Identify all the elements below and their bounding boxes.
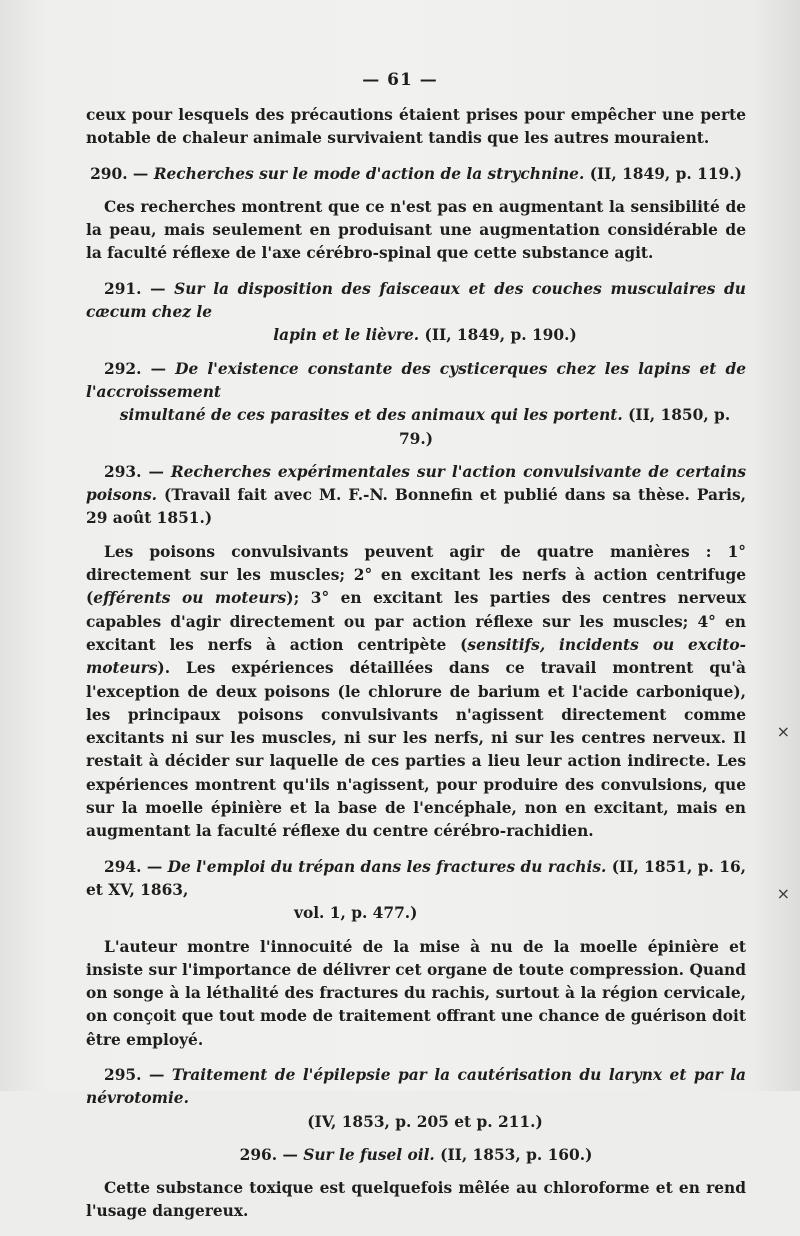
entry-reference: (II, 1850, p. 79.) <box>398 406 731 448</box>
entry-reference: (II, 1849, p. 190.) <box>424 326 577 345</box>
entry-number: 295. — <box>104 1065 165 1084</box>
entry-reference-line2: vol. 1, p. 477.) <box>294 904 418 923</box>
entry-number: 294. — <box>104 857 163 876</box>
body-italic-part1: efférents ou moteurs <box>93 589 287 608</box>
text-column <box>86 104 746 1236</box>
entry-290-body: Ces recherches montrent que ce n'est pas en augmentant la sensibilité de la peau, mais seulement en produisant une augmentation considérable de la faculté réflexe de l'axe cérébro-spinal que cette substance agit. <box>86 197 746 263</box>
entry-number: 293. — <box>104 462 164 481</box>
entry-title-line2: simultané de ces parasites et des animaux qui les portent. <box>119 406 623 425</box>
entry-reference: (Travail fait avec M. F.-N. Bonnefin et publié dans sa thèse. Paris, 29 août 1851.) <box>86 486 747 528</box>
body-text-part1: Les poisons convulsivants peuvent agir de quatre manières : 1° directement sur les muscles; 2° en excitant les nerfs à action centrifuge ( <box>86 542 746 608</box>
body-text-part2: ); 3° en excitant les parties des centres nerveux capables d'agir directement ou par action réflexe sur les muscles; 4° en excitant les nerfs à action centripète ( <box>86 589 746 654</box>
entry-296-body: Cette substance toxique est quelquefois mêlée au chloroforme et en rend l'usage dangereux. <box>86 1179 746 1221</box>
entry-294-heading <box>86 856 746 926</box>
entry-title: Recherches sur le mode d'action de la strychnine. <box>153 164 585 183</box>
entry-reference: (II, 1849, p. 119.) <box>589 164 742 183</box>
entry-292-heading <box>86 358 746 451</box>
entry-294-body: L'auteur montre l'innocuité de la mise à nu de la moelle épinière et insiste sur l'importance de délivrer cet organe de toute compression. Quand on songe à la léthalité des fractures du rachis, surtout à la région cervicale, on conçoit que tout mode de traitement offrant une chance de guérison doit être employé. <box>86 937 746 1049</box>
entry-number: 290. — <box>90 164 149 183</box>
paragraph-intro: ceux pour lesquels des précautions étaient prises pour empêcher une perte notable de chaleur animale survivaient tandis que les autres mouraient. <box>86 106 746 148</box>
entry-293-body <box>86 541 746 844</box>
entry-title-line1: Sur la disposition des faisceaux et des couches musculaires du cæcum chez le <box>86 279 746 322</box>
entry-295-heading <box>86 1064 746 1134</box>
body-italic-part2: sensitifs, incidents ou excito-moteurs <box>86 635 746 678</box>
entry-title: De l'emploi du trépan dans les fractures du rachis. <box>167 857 607 876</box>
entry-293-heading <box>86 461 746 531</box>
body-text-part3: ). Les expériences détaillées dans ce travail montrent qu'à l'exception de deux poisons (le chlorure de barium et l'acide carbonique), les principaux poisons convulsivants n'agissent directement comme excitants ni sur les muscles, ni sur les nerfs, ni sur les centres nerveux. Il restait à décider sur laquelle de ces parties a lieu leur action indirecte. Les expériences montrent qu'ils n'agissent, pour produire des convulsions, que sur la moelle épinière et la base de l'encéphale, non en excitant, mais en augmentant la faculté réflexe du centre cérébro-rachidien. <box>86 659 746 841</box>
page-number: — 61 — <box>362 70 438 90</box>
entry-title: Sur le fusel oil. <box>303 1145 435 1164</box>
entry-296-heading <box>86 1144 746 1167</box>
entry-title: Recherches expérimentales sur l'action convulsivante de certains poisons. <box>86 462 747 505</box>
entry-number: 296. — <box>239 1145 298 1164</box>
entry-reference-line1: (II, 1851, p. 16, et XV, 1863, <box>86 857 747 899</box>
entry-title-line2: lapin et le lièvre. <box>273 326 420 345</box>
entry-number: 292. — <box>104 359 166 378</box>
margin-cross-mark: × <box>776 722 790 741</box>
entry-290-heading <box>86 163 746 186</box>
entry-291-heading <box>86 278 746 348</box>
entry-reference: (II, 1853, p. 160.) <box>440 1145 593 1164</box>
entry-number: 291. — <box>104 279 166 298</box>
entry-title-line1: De l'existence constante des cysticerques chez les lapins et de l'accroissement <box>86 359 747 401</box>
entry-reference: (IV, 1853, p. 205 et p. 211.) <box>307 1112 543 1131</box>
entry-title: Traitement de l'épilepsie par la cautérisation du larynx et par la névrotomie. <box>86 1065 747 1108</box>
margin-cross-mark: × <box>776 884 790 903</box>
